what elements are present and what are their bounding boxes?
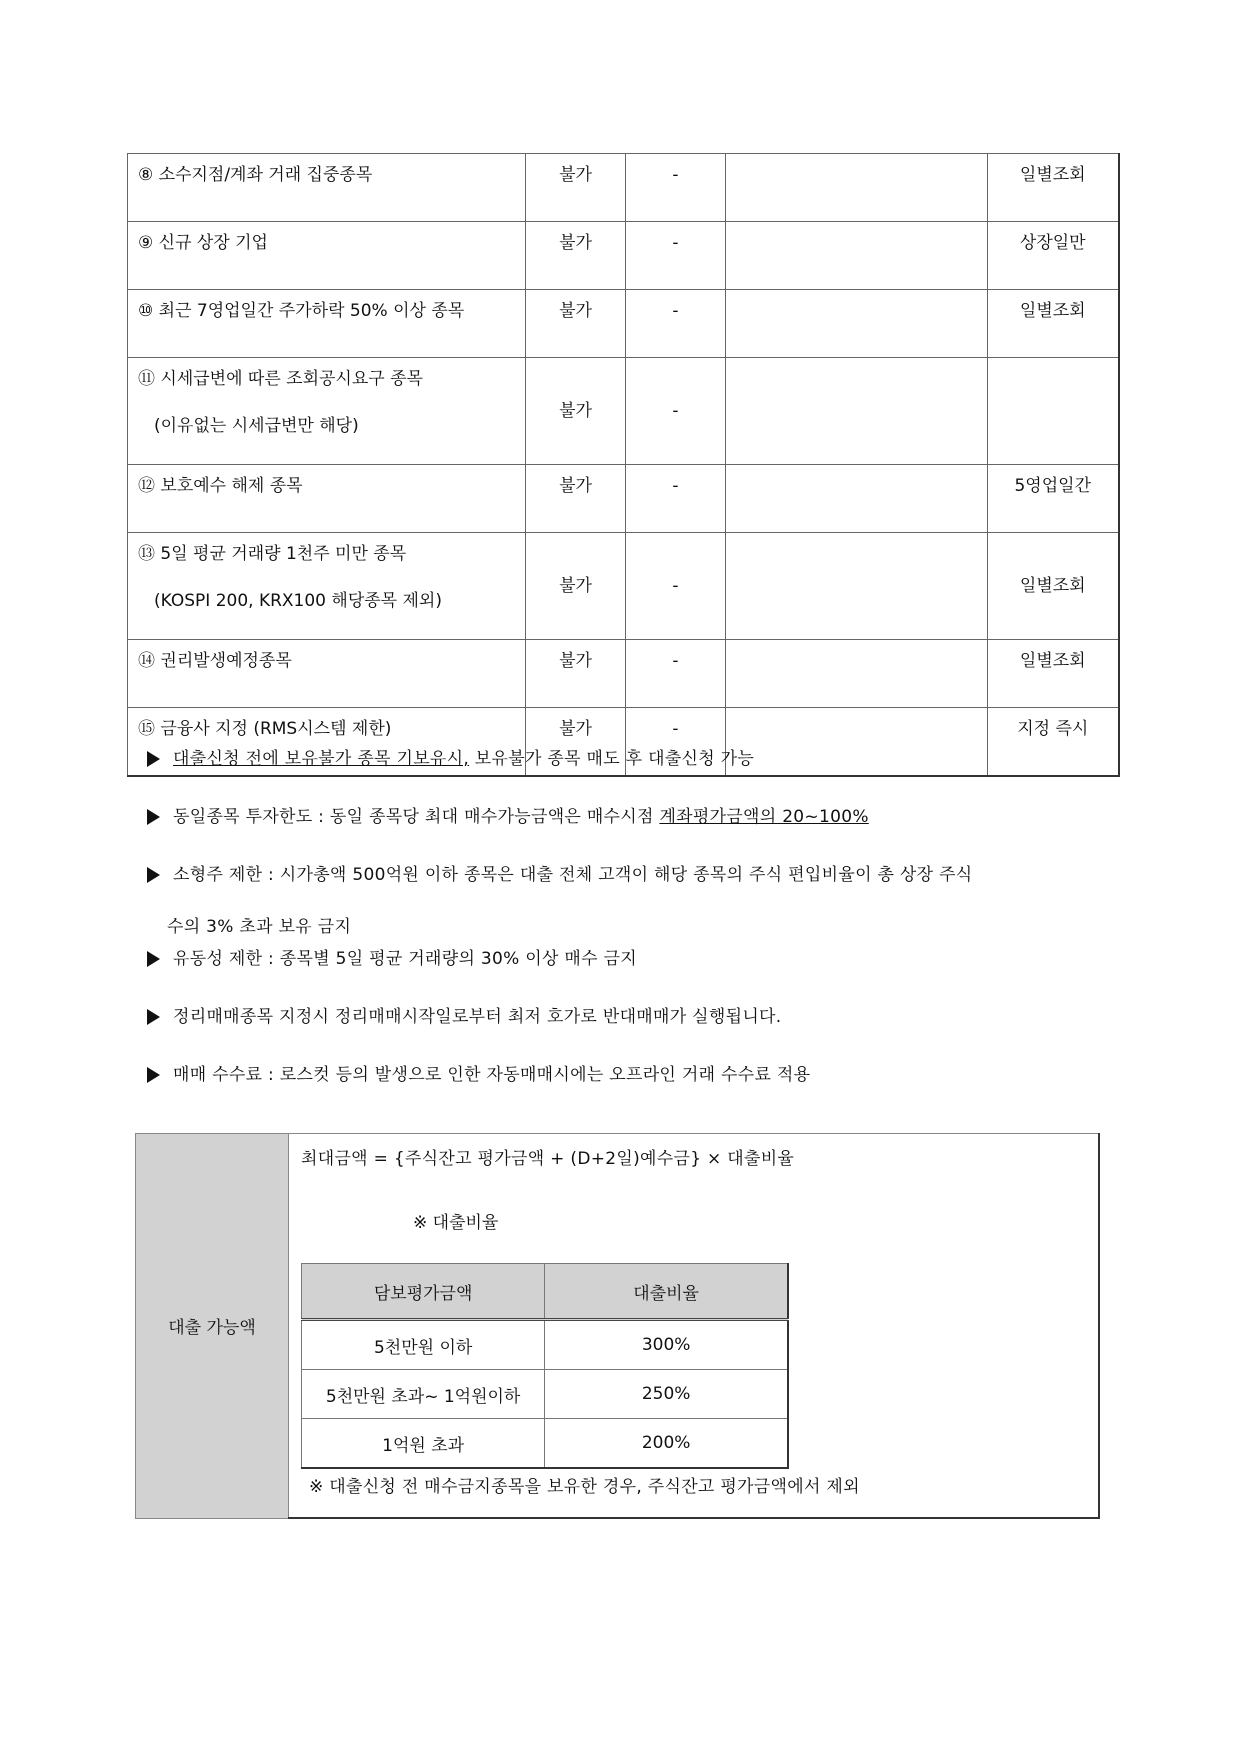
item-timing: 지정 즉시 [988, 708, 1119, 777]
item-note [726, 465, 988, 533]
table-row [128, 222, 1119, 290]
table-row [302, 1320, 789, 1370]
note-small-cap-line1: 소형주 제한 : 시가총액 500억원 이하 종목은 대출 전체 고객이 해당 종목의 주식 편입비율이 총 상장 주식 [173, 865, 973, 885]
item-mark: - [626, 533, 726, 640]
table-row [302, 1370, 789, 1419]
ratio-collateral: 5천만원 초과~ 1억원이하 [302, 1370, 545, 1419]
note-holding-underlined: 대출신청 전에 보유불가 종목 기보유시, [173, 749, 470, 769]
loan-label: 대출 가능액 [136, 1134, 289, 1519]
note-liquidity [147, 948, 1127, 970]
table-row [128, 465, 1119, 533]
triangle-bullet-icon [147, 951, 160, 967]
item-note [726, 154, 988, 222]
item-timing: 일별조회 [988, 290, 1119, 358]
ratio-title: ※ 대출비율 [413, 1213, 499, 1233]
item-mark: - [626, 708, 726, 777]
item-status: 불가 [526, 154, 626, 222]
item-status: 불가 [526, 640, 626, 708]
table-row [128, 154, 1119, 222]
note-commission [147, 1064, 1127, 1086]
item-mark: - [626, 640, 726, 708]
item-status: 불가 [526, 290, 626, 358]
note-small-cap [147, 864, 1127, 938]
item-note [726, 290, 988, 358]
item-name: ⑫ 보호예수 해제 종목 [128, 465, 526, 533]
triangle-bullet-icon [147, 867, 160, 883]
note-single-stock-limit [147, 806, 1127, 828]
item-timing: 일별조회 [988, 640, 1119, 708]
item-mark: - [626, 358, 726, 465]
item-mark: - [626, 154, 726, 222]
note-single-stock-underlined: 계좌평가금액의 20~100% [659, 807, 869, 827]
note-liquidation-text: 정리매매종목 지정시 정리매매시작일로부터 최저 호가로 반대매매가 실행됩니다. [173, 1007, 782, 1027]
note-commission-text: 매매 수수료 : 로스컷 등의 발생으로 인한 자동매매시에는 오프라인 거래 수수료 적용 [173, 1065, 811, 1085]
item-mark: - [626, 465, 726, 533]
loan-footnote: ※ 대출신청 전 매수금지종목을 보유한 경우, 주식잔고 평가금액에서 제외 [309, 1477, 860, 1497]
note-small-cap-line2: 수의 3% 초과 보유 금지 [167, 917, 352, 937]
item-timing: 5영업일간 [988, 465, 1119, 533]
item-note [726, 358, 988, 465]
item-timing: 일별조회 [988, 533, 1119, 640]
item-note [726, 533, 988, 640]
triangle-bullet-icon [147, 809, 160, 825]
item-name-sub: (이유없는 시세급변만 해당) [154, 416, 359, 436]
item-name: ⑧ 소수지점/계좌 거래 집중종목 [128, 154, 526, 222]
item-mark: - [626, 290, 726, 358]
note-holding-rest: 보유불가 종목 매도 후 대출신청 가능 [469, 749, 755, 769]
item-name-sub: (KOSPI 200, KRX100 해당종목 제외) [154, 591, 442, 611]
item-status: 불가 [526, 222, 626, 290]
notes-list [147, 748, 1127, 1085]
item-timing: 상장일만 [988, 222, 1119, 290]
ratio-collateral: 5천만원 이하 [302, 1320, 545, 1370]
ratio-header-ratio: 대출비율 [545, 1264, 788, 1320]
item-name: ⑩ 최근 7영업일간 주가하락 50% 이상 종목 [128, 290, 526, 358]
note-liquidity-text: 유동성 제한 : 종목별 5일 평균 거래량의 30% 이상 매수 금지 [173, 949, 638, 969]
triangle-bullet-icon [147, 751, 160, 767]
item-status: 불가 [526, 708, 626, 777]
item-mark: - [626, 222, 726, 290]
item-status: 불가 [526, 533, 626, 640]
item-timing: 일별조회 [988, 154, 1119, 222]
item-note [726, 222, 988, 290]
triangle-bullet-icon [147, 1009, 160, 1025]
note-single-stock-text: 동일종목 투자한도 : 동일 종목당 최대 매수가능금액은 매수시점 [173, 807, 660, 827]
item-name: ⑮ 금융사 지정 (RMS시스템 제한) [128, 708, 526, 777]
loan-formula: 최대금액 = {주식잔고 평가금액 + (D+2일)예수금} × 대출비율 [301, 1149, 795, 1169]
table-row [128, 533, 1119, 640]
ratio-table [301, 1263, 789, 1469]
ratio-header-row [302, 1264, 789, 1320]
ratio-header-collateral: 담보평가금액 [302, 1264, 545, 1320]
item-name: ⑨ 신규 상장 기업 [128, 222, 526, 290]
item-status: 불가 [526, 358, 626, 465]
item-name: ⑬ 5일 평균 거래량 1천주 미만 종목 (KOSPI 200, KRX100 해당종목 제외) [128, 533, 526, 640]
loan-content [289, 1134, 1100, 1519]
triangle-bullet-icon [147, 1067, 160, 1083]
note-holding [147, 748, 1127, 770]
ratio-value: 200% [545, 1419, 788, 1469]
table-row [128, 290, 1119, 358]
table-row [128, 358, 1119, 465]
restriction-table [127, 153, 1120, 777]
ratio-value: 250% [545, 1370, 788, 1419]
item-name: ⑭ 권리발생예정종목 [128, 640, 526, 708]
item-name: ⑪ 시세급변에 따른 조회공시요구 종목 (이유없는 시세급변만 해당) [128, 358, 526, 465]
ratio-value: 300% [545, 1320, 788, 1370]
item-status: 불가 [526, 465, 626, 533]
item-note [726, 640, 988, 708]
note-liquidation-sale [147, 1006, 1127, 1028]
loan-amount-box [135, 1133, 1100, 1519]
table-row [128, 640, 1119, 708]
ratio-collateral: 1억원 초과 [302, 1419, 545, 1469]
table-row [302, 1419, 789, 1469]
item-timing [988, 358, 1119, 465]
